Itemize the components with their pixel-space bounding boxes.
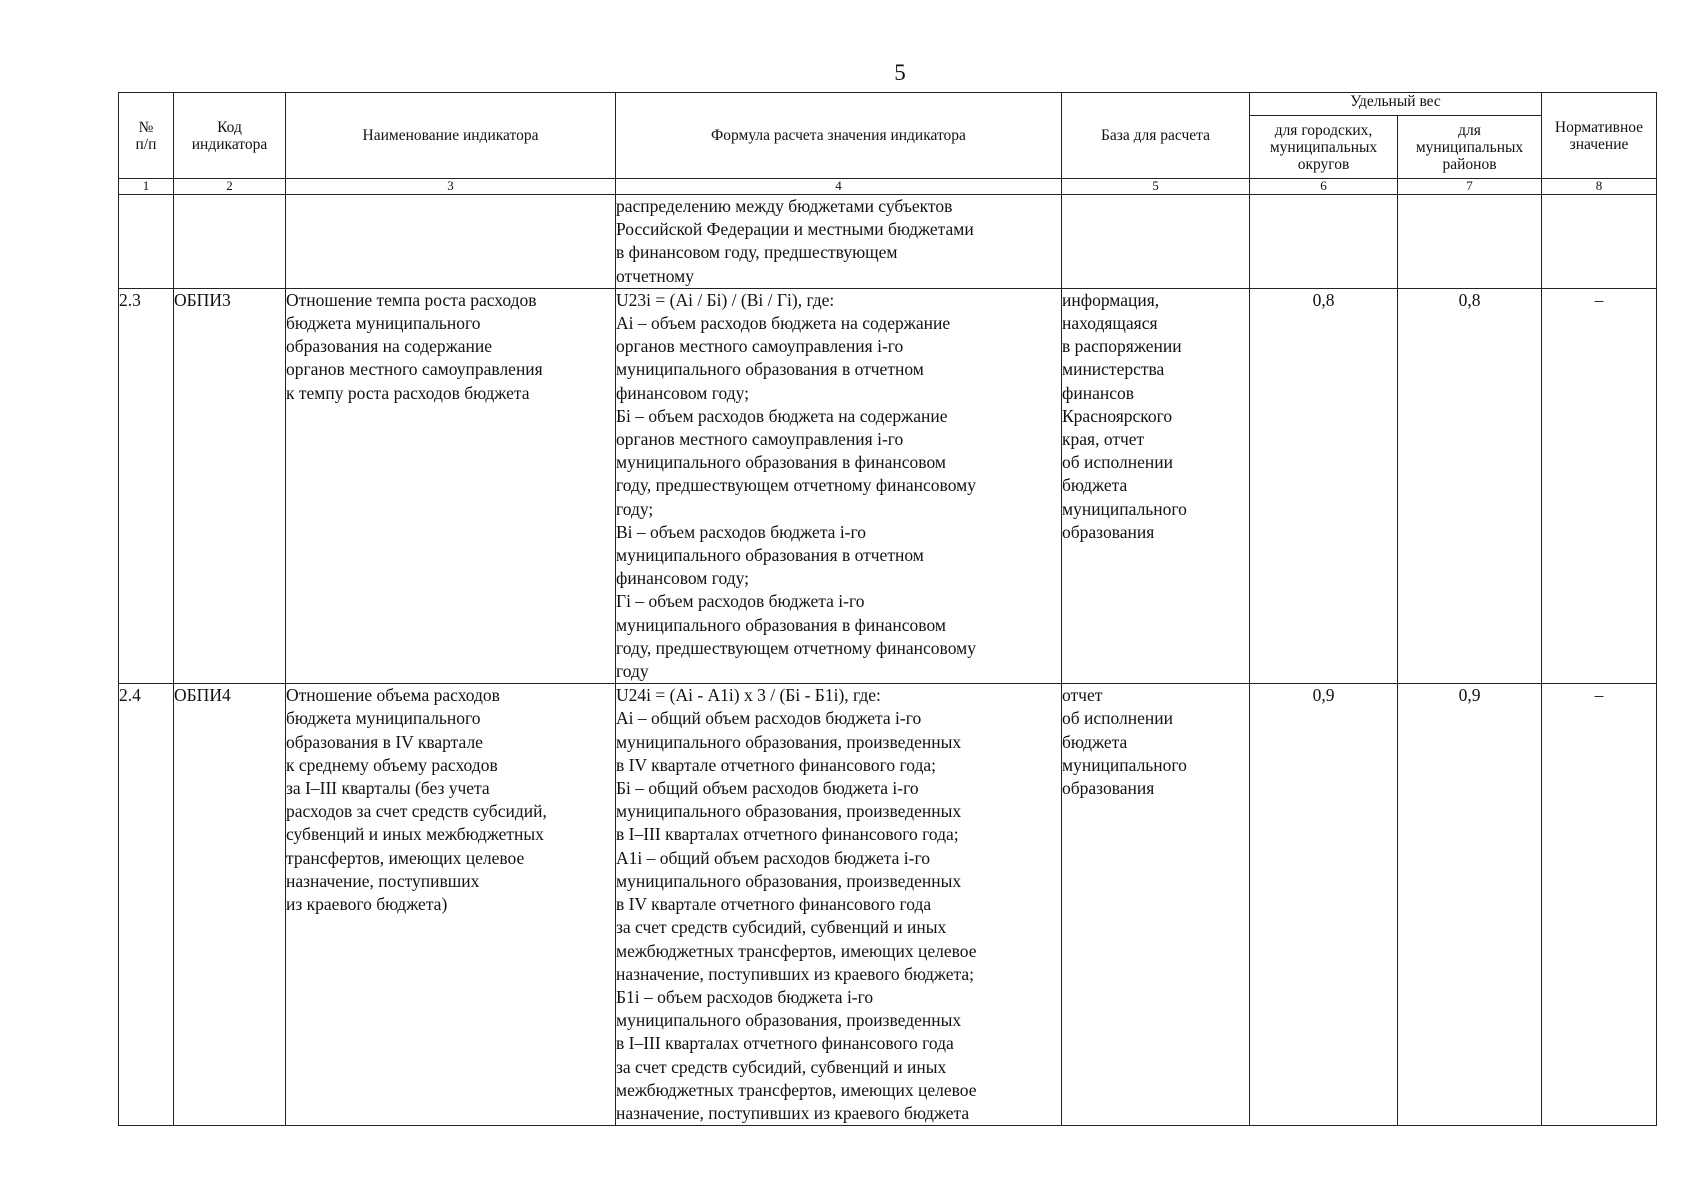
column-number: 6 [1250, 179, 1398, 195]
row-code: ОБПИ3 [174, 288, 286, 683]
row-num: 2.3 [119, 288, 174, 683]
empty-cell [119, 195, 174, 289]
empty-cell [1542, 195, 1657, 289]
row-name: Отношение темпа роста расходов бюджета муниципального образования на содержание органов местного самоуправления к темпу роста расходов бюджета [286, 288, 616, 683]
row-base: отчет об исполнении бюджета муниципального образования [1062, 684, 1250, 1126]
table-row [119, 288, 1657, 683]
column-number: 2 [174, 179, 286, 195]
table-row [119, 684, 1657, 1126]
header-weight-group: Удельный вес [1250, 93, 1542, 116]
continuation-formula: распределению между бюджетами субъектов Российской Федерации и местными бюджетами в финансовом году, предшествующем отчетному [616, 195, 1062, 289]
column-number: 5 [1062, 179, 1250, 195]
row-weight-cities: 0,9 [1250, 684, 1398, 1126]
row-weight-districts: 0,9 [1398, 684, 1542, 1126]
row-weight-cities: 0,8 [1250, 288, 1398, 683]
formula-body: Аi – объем расходов бюджета на содержание органов местного самоуправления i-го муниципального образования в отчетном финансовом году; Бi – объем расходов бюджета на содержание органов местного самоуправления i-го муниципального образования в финансовом году, предшествующем отчетному финансовому году; Вi – объем расходов бюджета i-го муниципального образования в отчетном финансовом году; Гi – объем расходов бюджета i-го муниципального образования в финансовом году, предшествующем отчетному финансовому году [616, 313, 976, 682]
empty-cell [1250, 195, 1398, 289]
empty-cell [174, 195, 286, 289]
row-normative: – [1542, 288, 1657, 683]
empty-cell [286, 195, 616, 289]
header-weight-cities: для городских, муниципальных округов [1250, 116, 1398, 179]
header-name: Наименование индикатора [286, 93, 616, 179]
column-number: 4 [616, 179, 1062, 195]
row-code: ОБПИ4 [174, 684, 286, 1126]
formula-body: Аi – общий объем расходов бюджета i-го муниципального образования, произведенных в IV квартале отчетного финансового года; Бi – общий объем расходов бюджета i-го муниципального образования, произведенных в I–III кварталах отчетного финансового года; А1i – общий объем расходов бюджета i-го муниципального образования, произведенных в IV квартале отчетного финансового года за счет средств субсидий, субвенций и иных межбюджетных трансфертов, имеющих целевое назначение, поступивших из краевого бюджета; Б1i – объем расходов бюджета i-го муниципального образования, произведенных в I–III кварталах отчетного финансового года за счет средств субсидий, субвенций и иных межбюджетных трансфертов, имеющих целевое назначение, поступивших из краевого бюджета [616, 708, 977, 1123]
row-formula [616, 288, 1062, 683]
formula-line: U23i = (Ai / Бi) / (Вi / Гi), где: [616, 289, 835, 310]
row-base: информация, находящаяся в распоряжении министерства финансов Красноярского края, отчет об исполнении бюджета муниципального образования [1062, 288, 1250, 683]
row-formula [616, 684, 1062, 1126]
header-base: База для расчета [1062, 93, 1250, 179]
row-normative: – [1542, 684, 1657, 1126]
column-number: 3 [286, 179, 616, 195]
header-num: № п/п [119, 93, 174, 179]
header-row [119, 93, 1657, 116]
row-weight-districts: 0,8 [1398, 288, 1542, 683]
header-normative: Нормативное значение [1542, 93, 1657, 179]
header-weight-districts: для муниципальных районов [1398, 116, 1542, 179]
page-number: 5 [894, 60, 906, 85]
row-num: 2.4 [119, 684, 174, 1126]
formula-line: U24i = (Аi - А1i) х 3 / (Бi - Б1i), где: [616, 685, 881, 706]
empty-cell [1398, 195, 1542, 289]
column-number: 7 [1398, 179, 1542, 195]
indicators-table [118, 92, 1657, 1126]
column-number: 8 [1542, 179, 1657, 195]
header-formula: Формула расчета значения индикатора [616, 93, 1062, 179]
column-numbers-row [119, 179, 1657, 195]
column-number: 1 [119, 179, 174, 195]
row-name: Отношение объема расходов бюджета муниципального образования в IV квартале к среднему объему расходов за I–III кварталы (без учета расходов за счет средств субсидий, субвенций и иных межбюджетных трансфертов, имеющих целевое назначение, поступивших из краевого бюджета) [286, 684, 616, 1126]
header-code: Код индикатора [174, 93, 286, 179]
continuation-row [119, 195, 1657, 289]
empty-cell [1062, 195, 1250, 289]
